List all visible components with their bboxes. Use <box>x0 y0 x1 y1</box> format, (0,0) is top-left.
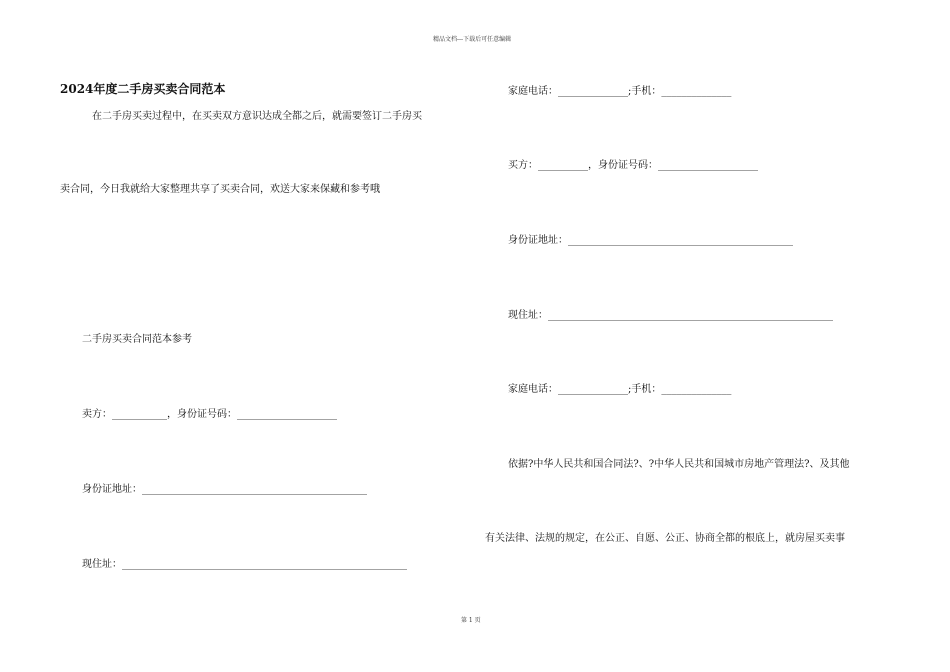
intro-paragraph-line-1: 在二手房买卖过程中，在买卖双方意识达成全都之后，就需要签订二手房买 <box>92 111 422 122</box>
buyer-line: 买方：__________，身份证号码：____________________ <box>508 160 758 171</box>
intro-paragraph-line-2: 卖合同，今日我就给大家整理共享了买卖合同，欢送大家来保藏和参考哦 <box>60 184 380 195</box>
page-number: 第 1 页 <box>461 617 481 624</box>
buyer-id-address-line: 身份证地址：_____________________________________________ <box>508 235 793 246</box>
section-subtitle: 二手房买卖合同范本参考 <box>82 334 192 345</box>
legal-basis-line: 依据?中华人民共和国合同法?、?中华人民共和国城市房地产管理法?、及其他 <box>508 459 850 470</box>
seller-phone-line: 家庭电话：______________;手机：______________ <box>508 86 732 97</box>
legal-principles-line: 有关法律、法规的规定，在公正、自愿、公正、协商全都的根底上，就房屋买卖事 <box>485 533 845 544</box>
page-header: 精品文档---下载后可任意编辑 <box>433 36 512 43</box>
seller-current-address-line: 现住址：_________________________________________________________ <box>82 559 407 570</box>
buyer-phone-line: 家庭电话：______________;手机：______________ <box>508 384 732 395</box>
buyer-current-address-line: 现住址：_________________________________________________________ <box>508 310 833 321</box>
seller-id-address-line: 身份证地址：_____________________________________________ <box>82 484 367 495</box>
document-title: 2024年度二手房买卖合同范本 <box>60 82 226 96</box>
seller-line: 卖方：___________，身份证号码：____________________ <box>82 409 337 420</box>
